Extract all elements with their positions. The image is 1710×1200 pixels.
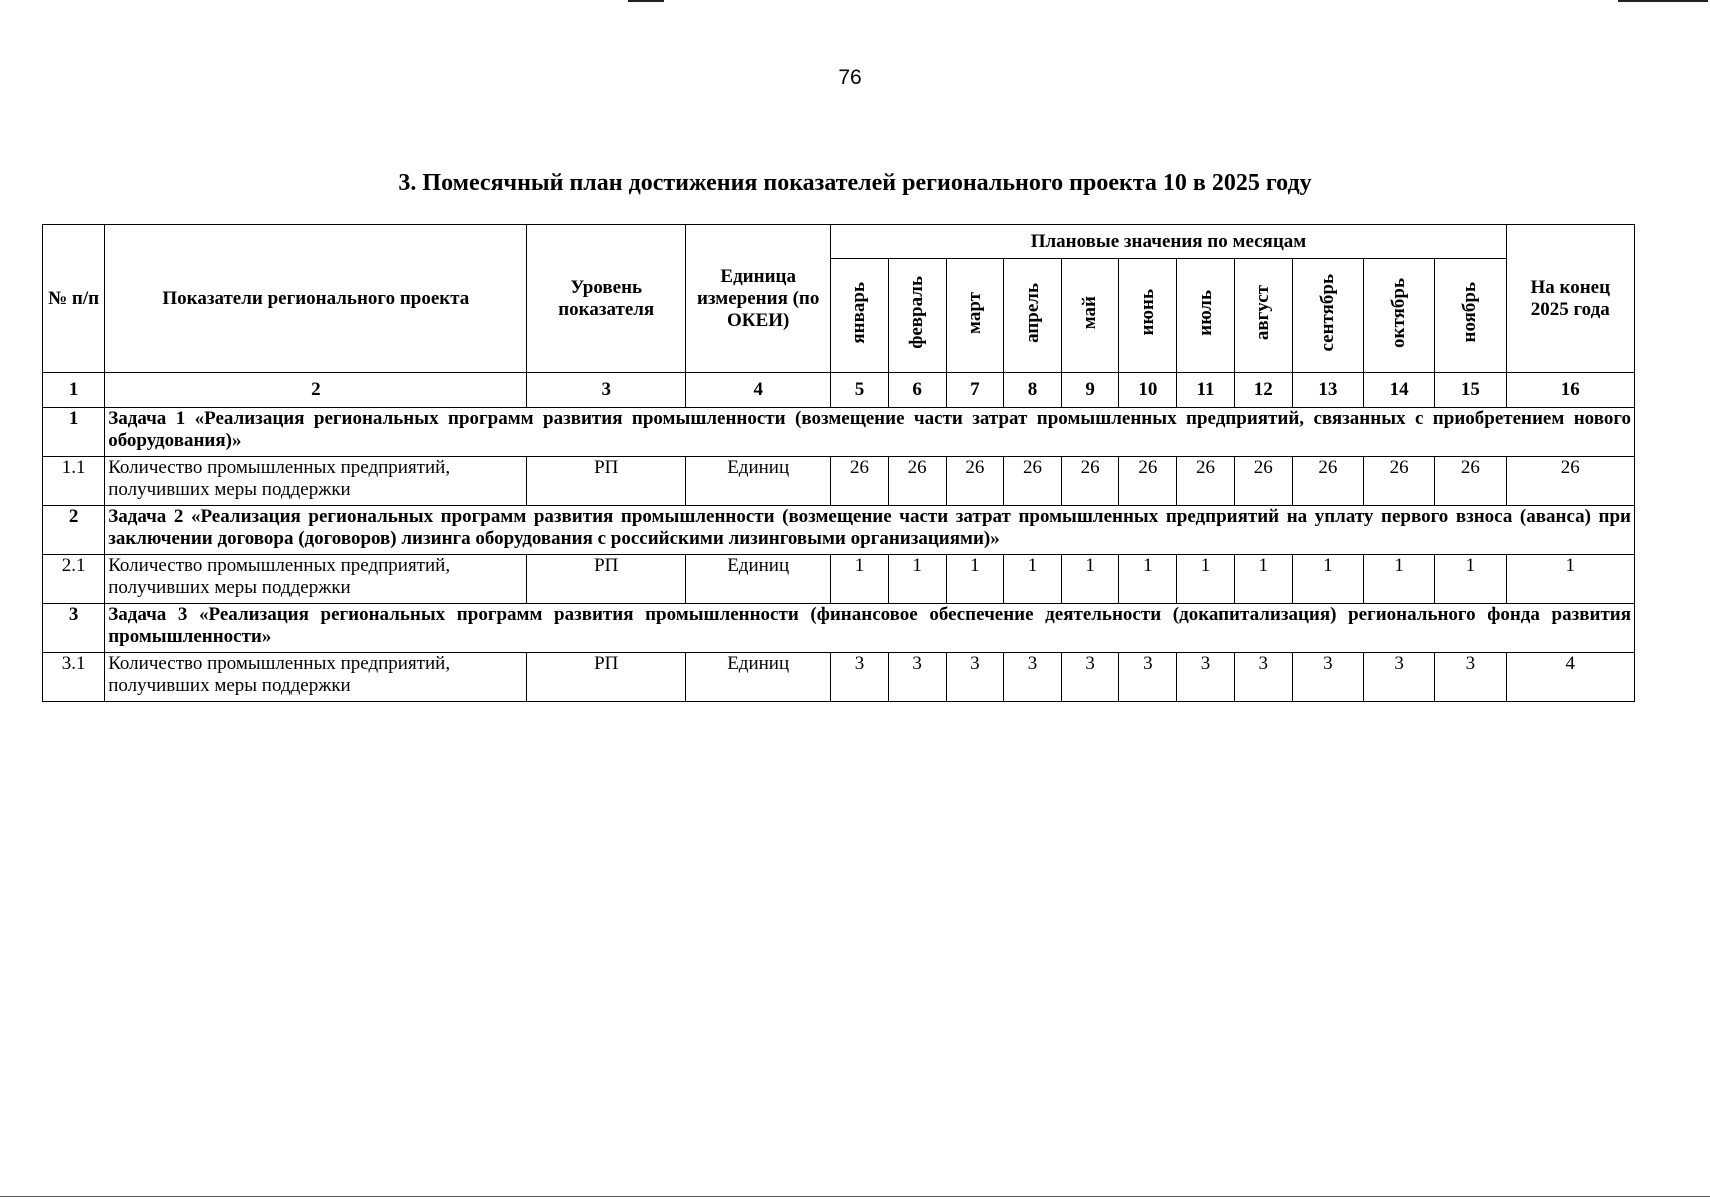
indicator-level: РП (527, 457, 685, 506)
indicator-number: 1.1 (43, 457, 105, 506)
month-value: 26 (1435, 457, 1506, 506)
indicator-row (43, 457, 1635, 506)
scan-edge-line (628, 0, 664, 2)
indicator-name: Количество промышленных предприятий, получивших меры поддержки (105, 555, 527, 604)
header-month (831, 259, 888, 373)
task-text: Задача 1 «Реализация региональных программ развития промышленности (возмещение части затрат промышленных предприятий, связанных с приобретением нового оборудования)» (105, 408, 1635, 457)
document-title: 3. Помесячный план достижения показателей регионального проекта 10 в 2025 году (398, 170, 1312, 196)
column-number: 5 (831, 373, 888, 408)
column-number: 6 (888, 373, 946, 408)
month-value: 26 (1119, 457, 1177, 506)
header-level: Уровень показателя (527, 225, 685, 373)
scan-edge-line (1618, 0, 1708, 2)
header-num: № п/п (43, 225, 105, 373)
column-number: 11 (1177, 373, 1234, 408)
page-number: 76 (838, 66, 862, 89)
month-value: 3 (1234, 653, 1292, 702)
month-value: 3 (1119, 653, 1177, 702)
task-text: Задача 3 «Реализация региональных программ развития промышленности (финансовое обеспечение деятельности (докапитализация) регионального фонда развития промышленности» (105, 604, 1635, 653)
header-year-end: На конец 2025 года (1506, 225, 1634, 373)
header-unit: Единица измерения (по ОКЕИ) (685, 225, 830, 373)
year-end-value: 26 (1506, 457, 1634, 506)
task-number: 3 (43, 604, 105, 653)
month-value: 1 (831, 555, 888, 604)
month-value: 26 (831, 457, 888, 506)
month-value: 26 (888, 457, 946, 506)
month-label: март (963, 291, 985, 334)
month-label: октябрь (1388, 277, 1410, 348)
month-label: июль (1194, 289, 1216, 336)
month-value: 26 (1177, 457, 1234, 506)
header-month (888, 259, 946, 373)
month-value: 1 (1003, 555, 1061, 604)
indicator-row (43, 555, 1635, 604)
indicator-level: РП (527, 653, 685, 702)
month-label: июнь (1136, 289, 1158, 336)
month-value: 3 (1177, 653, 1234, 702)
month-value: 1 (1177, 555, 1234, 604)
month-value: 26 (1364, 457, 1435, 506)
monthly-plan-table (42, 224, 1635, 702)
header-month (1435, 259, 1506, 373)
column-number: 3 (527, 373, 685, 408)
header-monthly-values: Плановые значения по месяцам (831, 225, 1506, 259)
month-value: 3 (1435, 653, 1506, 702)
header-month (1364, 259, 1435, 373)
indicator-unit: Единиц (685, 555, 830, 604)
header-indicator: Показатели регионального проекта (105, 225, 527, 373)
header-month (1119, 259, 1177, 373)
month-label: февраль (906, 276, 928, 349)
month-value: 26 (946, 457, 1003, 506)
task-row (43, 408, 1635, 457)
month-value: 26 (1062, 457, 1119, 506)
month-label: сентябрь (1316, 273, 1338, 352)
column-number: 8 (1003, 373, 1061, 408)
scan-edge-line (0, 1196, 1710, 1197)
month-value: 3 (1003, 653, 1061, 702)
task-row (43, 506, 1635, 555)
column-number: 4 (685, 373, 830, 408)
month-value: 1 (1062, 555, 1119, 604)
column-number: 10 (1119, 373, 1177, 408)
header-month (1062, 259, 1119, 373)
indicator-unit: Единиц (685, 457, 830, 506)
column-number: 13 (1292, 373, 1363, 408)
month-value: 26 (1003, 457, 1061, 506)
header-month (1177, 259, 1234, 373)
task-number: 2 (43, 506, 105, 555)
column-number: 7 (946, 373, 1003, 408)
column-number: 12 (1234, 373, 1292, 408)
month-value: 1 (1364, 555, 1435, 604)
indicator-level: РП (527, 555, 685, 604)
column-number-row (43, 373, 1635, 408)
month-value: 3 (1292, 653, 1363, 702)
column-number: 1 (43, 373, 105, 408)
month-value: 3 (946, 653, 1003, 702)
month-value: 3 (888, 653, 946, 702)
column-number: 16 (1506, 373, 1634, 408)
indicator-row (43, 653, 1635, 702)
month-value: 1 (946, 555, 1003, 604)
column-number: 15 (1435, 373, 1506, 408)
month-label: август (1252, 284, 1274, 341)
header-month (1292, 259, 1363, 373)
month-label: ноябрь (1459, 282, 1481, 343)
indicator-name: Количество промышленных предприятий, получивших меры поддержки (105, 653, 527, 702)
month-value: 1 (888, 555, 946, 604)
month-label: апрель (1021, 282, 1043, 343)
month-value: 1 (1292, 555, 1363, 604)
month-value: 1 (1119, 555, 1177, 604)
header-month (1234, 259, 1292, 373)
month-value: 26 (1292, 457, 1363, 506)
column-number: 9 (1062, 373, 1119, 408)
header-month (1003, 259, 1061, 373)
month-value: 1 (1234, 555, 1292, 604)
indicator-name: Количество промышленных предприятий, получивших меры поддержки (105, 457, 527, 506)
year-end-value: 4 (1506, 653, 1634, 702)
indicator-unit: Единиц (685, 653, 830, 702)
task-row (43, 604, 1635, 653)
column-number: 2 (105, 373, 527, 408)
task-number: 1 (43, 408, 105, 457)
column-number: 14 (1364, 373, 1435, 408)
year-end-value: 1 (1506, 555, 1634, 604)
month-value: 3 (1364, 653, 1435, 702)
indicator-number: 2.1 (43, 555, 105, 604)
month-label: май (1079, 295, 1101, 330)
task-text: Задача 2 «Реализация региональных программ развития промышленности (возмещение части затрат промышленных предприятий на уплату первого взноса (аванса) при заключении договора (договоров) лизинга оборудования с российскими лизинговыми организациями)» (105, 506, 1635, 555)
month-label: январь (848, 281, 870, 344)
month-value: 3 (1062, 653, 1119, 702)
month-value: 26 (1234, 457, 1292, 506)
month-value: 3 (831, 653, 888, 702)
header-month (946, 259, 1003, 373)
month-value: 1 (1435, 555, 1506, 604)
indicator-number: 3.1 (43, 653, 105, 702)
